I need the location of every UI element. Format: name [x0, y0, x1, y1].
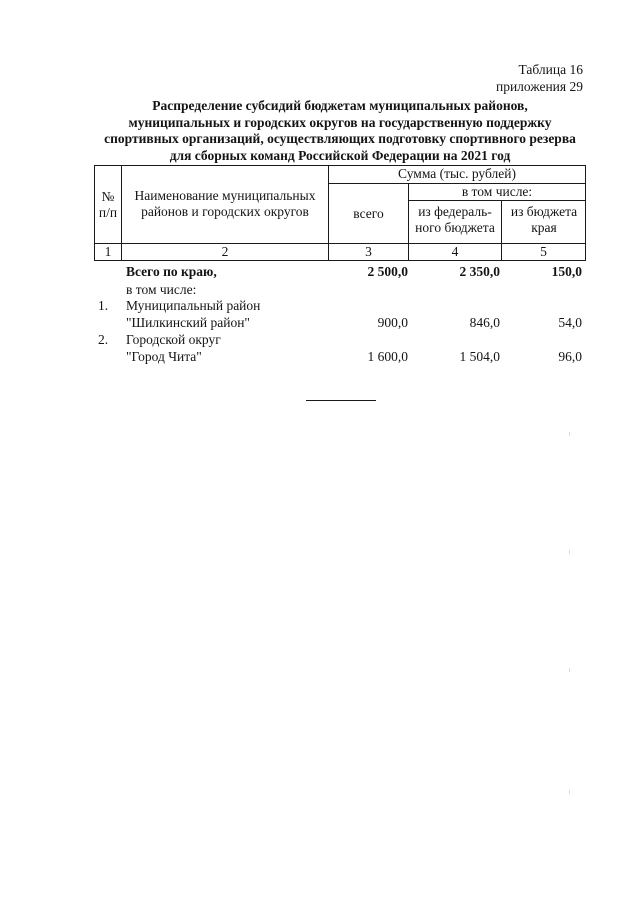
col-header-sum: Сумма (тыс. рублей): [398, 166, 516, 181]
table-border-right: [585, 165, 586, 261]
row-regional: 96,0: [558, 349, 582, 364]
scan-mark: [569, 550, 570, 554]
total-row-total: 2 500,0: [367, 264, 408, 279]
table-caption: [496, 61, 583, 95]
col-number: 3: [365, 244, 372, 259]
table-number: Таблица 16: [518, 62, 583, 77]
title-line: муниципальных и городских округов на государственную поддержку: [128, 114, 552, 130]
total-row-regional: 150,0: [551, 264, 582, 279]
col-header-name: Наименование муниципальных районов и городских округов: [134, 188, 316, 219]
table-header: [94, 165, 586, 261]
col-header-num: № п/п: [98, 189, 118, 220]
title-line: для сборных команд Российской Федерации на 2021 год: [169, 147, 511, 163]
row-federal: 1 504,0: [459, 349, 500, 364]
row-name-line2: "Город Чита": [126, 349, 202, 364]
grid-line: [408, 200, 586, 201]
appendix-number: приложения 29: [495, 79, 583, 94]
total-row-federal: 2 350,0: [459, 264, 500, 279]
row-total: 900,0: [377, 315, 408, 330]
col-header-incl: в том числе:: [461, 184, 533, 199]
title-line: спортивных организаций, осуществляющих подготовку спортивного резерва: [104, 131, 576, 147]
row-number: 1.: [98, 298, 109, 313]
col-number: 2: [221, 244, 229, 259]
scan-mark: [569, 668, 570, 672]
total-row-label: Всего по краю,: [126, 264, 217, 279]
scan-mark: [569, 432, 570, 436]
col-header-federal: из федераль- ного бюджета: [415, 204, 495, 235]
row-name-line2: "Шилкинский район": [126, 315, 250, 330]
title-line: Распределение субсидий бюджетам муниципальных районов,: [152, 98, 528, 113]
scan-mark: [569, 790, 570, 794]
row-total: 1 600,0: [367, 349, 408, 364]
closing-rule: [306, 400, 376, 401]
row-number: 2.: [98, 332, 109, 347]
row-federal: 846,0: [469, 315, 500, 330]
col-number: 5: [540, 244, 547, 259]
row-name-line1: Городской округ: [126, 332, 221, 347]
col-number: 1: [104, 244, 112, 259]
document-title: [60, 98, 620, 164]
row-name-line1: Муниципальный район: [126, 298, 261, 313]
col-number: 4: [451, 244, 459, 259]
col-header-total: всего: [353, 206, 384, 221]
col-header-regional: из бюджета края: [510, 204, 578, 235]
table-border-bottom: [94, 260, 586, 261]
incl-label: в том числе:: [126, 282, 197, 297]
row-regional: 54,0: [558, 315, 582, 330]
